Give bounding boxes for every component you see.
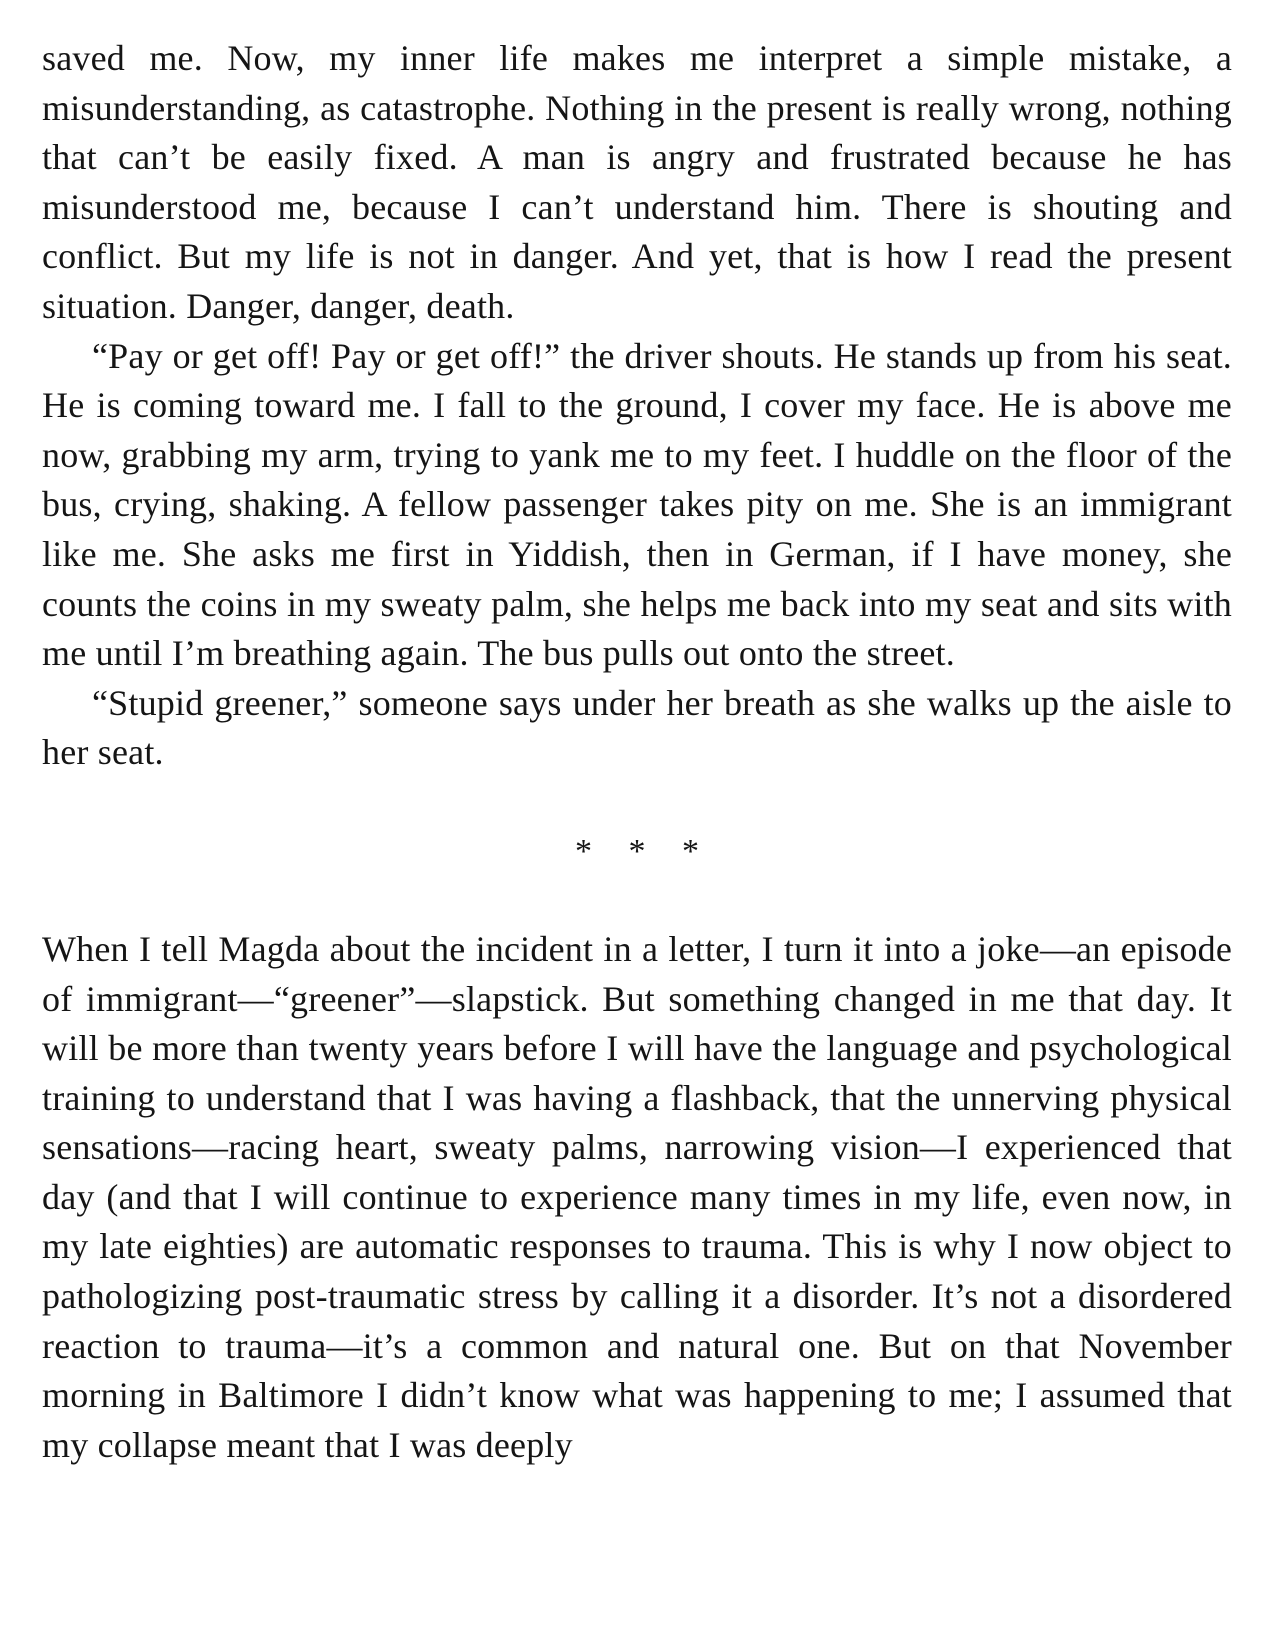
paragraph: saved me. Now, my inner life makes me interpret a simple mistake, a misunderstanding, as catastrophe. Nothing in the present is really wrong, nothing that can’t be easily fixed. A man is angry and frustrated because he has misunderstood me, because I can’t understand him. There is shouting and conflict. But my life is not in danger. And yet, that is how I read the present situation. Danger, danger, death. bbox=[42, 38, 1232, 326]
paragraph: “Pay or get off! Pay or get off!” the driver shouts. He stands up from his seat. He is coming toward me. I fall to the ground, I cover my face. He is above me now, grabbing my arm, trying to yank me to my feet. I huddle on the floor of the bus, crying, shaking. A fellow passenger takes pity on me. She is an immigrant like me. She asks me first in Yiddish, then in German, if I have money, she counts the coins in my sweaty palm, she helps me back into my seat and sits with me until I’m breathing again. The bus pulls out onto the street. bbox=[42, 335, 1232, 674]
paragraph: “Stupid greener,” someone says under her breath as she walks up the aisle to her seat. bbox=[42, 682, 1232, 773]
section-break: * * * bbox=[575, 832, 713, 870]
paragraph: When I tell Magda about the incident in a letter, I turn it into a joke—an episode of immigrant—“greener”—slapstick. But something changed in me that day. It will be more than twenty years before I will have the language and psychological training to understand that I was having a flashback, that the unnerving physical sensations—racing heart, sweaty palms, narrowing vision—I experienced that day (and that I will continue to experience many times in my life, even now, in my late eighties) are automatic responses to trauma. This is why I now object to pathologizing post-traumatic stress by calling it a disorder. It’s not a disordered reaction to trauma—it’s a common and natural one. But on that November morning in Baltimore I didn’t know what was happening to me; I assumed that my collapse meant that I was deeply bbox=[42, 928, 1232, 1465]
page-text bbox=[42, 34, 1232, 1470]
